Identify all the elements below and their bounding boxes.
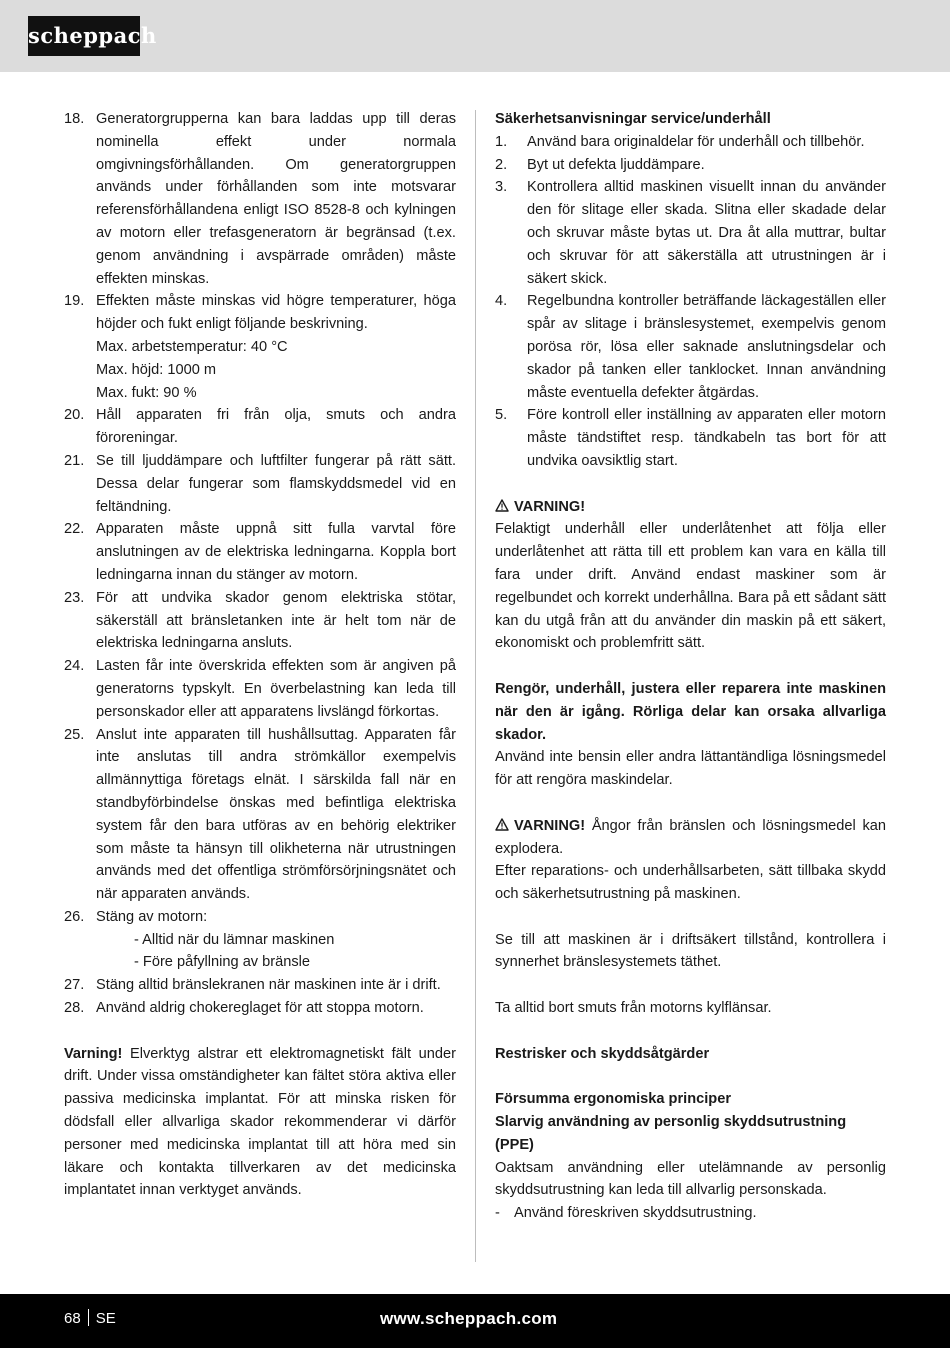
list-item: 26. Stäng av motorn: - Alltid när du lämnar maskinen - Före påfyllning av bränsle [64,906,456,974]
service-heading: Säkerhetsanvisningar service/underhåll [495,111,771,127]
list-item: 18. Generatorgrupperna kan bara laddas upp till deras nominella effekt under normala omgivningsförhållanden. Om generatorgruppen används under förhållanden som inte motsvarar referensförhållandena enligt ISO 8528-8 och kylningen av motorn eller trefasgeneratorn är begränsad (t.ex. genom användning i avspärrade områden) måste effekten minskas. [64,111,456,287]
warning-heading: VARNING! [495,496,886,519]
footer-separator [88,1309,89,1326]
warning-triangle-icon [495,499,509,512]
list-item: 2. Byt ut defekta ljuddämpare. [495,156,705,173]
list-item: - Använd föreskriven skyddsutrustning. [495,1205,757,1222]
clean-warning-bold: Rengör, underhåll, justera eller reparera inte maskinen när den är igång. Rörliga delar kan orsaka allvarliga skador. [495,680,886,743]
page-footer [0,1294,950,1348]
column-divider [475,110,476,1262]
website-link[interactable]: www.scheppach.com [380,1309,558,1328]
spec-line: Max. fukt: 90 % [96,384,197,401]
dirt-text: Ta alltid bort smuts från motorns kylflänsar. [495,1000,772,1017]
sub-line: - Alltid när du lämnar maskinen [134,931,335,948]
list-item: 22. Apparaten måste uppnå sitt fulla varvtal före anslutningen av de elektriska ledningarna. Koppla bort ledningarna innan du stänger av motorn. [64,521,456,583]
clean-text: Använd inte bensin eller andra lättantändliga lösningsmedel för att rengöra maskindelar. [495,749,886,789]
emf-warning: Varning! Elverktyg alstrar ett elektromagnetiskt fält under drift. Under vissa omständigheter kan fältet störa aktiva eller passiva medicinska implantat. För att minska risken för dödsfall eller allvarliga skador rekommenderar vi därför personer med medicinska implantat till att höra med sin läkare och kontakta tillverkaren av det medicinska implantatet innan verktyget används. [64,1045,456,1199]
list-item: 19. Effekten måste minskas vid högre temperaturer, höga höjder och fukt enligt följande beskrivning. Max. arbetstemperatur: 40 °C Max. höjd: 1000 m Max. fukt: 90 % [64,290,456,404]
check-text: Se till att maskinen är i driftsäkert tillstånd, kontrollera i synnerhet bränslesystemets täthet. [495,931,886,971]
list-item: 3. Kontrollera alltid maskinen visuellt innan du använder den för slitage eller skada. Slitna eller skadade delar och skruvar måste bytas ut. Dra åt alla muttrar, bultar och skruvar för att säkerställa att utrustningen är i säkert skick. [495,179,886,287]
scheppach-logo: scheppach [28,16,140,56]
repair-text: Efter reparations- och underhållsarbeten, sätt tillbaka skydd och säkerhetsutrustning på maskinen. [495,863,886,903]
list-item: 23. För att undvika skador genom elektriska stötar, säkerställ att bränsletanken inte är helt tom när de elektriska ledningarna ansluts. [64,589,456,652]
list-item: 25. Anslut inte apparaten till hushållsuttag. Apparaten får inte anslutas till andra strömkällor exempelvis allmännyttiga företags elnät. I särskilda fall när en standbyförbindelse önskas med befintliga elektriska system får den bara utföras av en behörig elektriker som måste ta hänsyn till olikheterna när utrustningen används med det offentliga strömförsörjningsnätet och när apparaten används. [64,726,456,903]
list-item: 1. Använd bara originaldelar för underhåll och tillbehör. [495,133,865,150]
language-code: SE [95,1310,116,1327]
list-item: 21. Se till ljuddämpare och luftfilter fungerar på rätt sätt. Dessa delar fungerar som flamskyddsmedel vid en feltändning. [64,452,456,515]
residual-risk-heading: Restrisker och skyddsåtgärder [495,1045,710,1062]
list-item: 4. Regelbundna kontroller beträffande läckageställen eller spår av slitage i bränslesystemet, exempelvis genom porösa rör, lösa eller saknade anslutningsdelar och skador på tanken eller tanklocket. Innan användning måste eventuella defekter åtgärdas. [495,293,886,401]
left-column [64,108,456,1202]
spec-line: Max. höjd: 1000 m [96,361,217,378]
page-number: 68 SE [64,1310,116,1327]
ppe-heading: Slarvig användning av personlig skyddsutrustning (PPE) [495,1114,847,1153]
right-column [495,108,886,1225]
maintenance-warning-text: Felaktigt underhåll eller underlåtenhet att följa eller underlåtenhet att rätta till ett problem kan vara en källa till fara under drift. Använd endast maskiner som är regelbundet och korrekt underhållna. Bara på ett sådant sätt kan du utgå från att du använder din maskin på ett säkert, ekonomiskt och problemfritt sätt. [495,521,886,652]
page-header [0,0,950,72]
list-item: 24. Lasten får inte överskrida effekten som är angiven på generatorns typskylt. En överbelastning kan leda till personskador eller att apparatens livslängd förkortas. [64,658,456,720]
warning-triangle-icon [495,818,509,831]
list-item: 27. Stäng alltid bränslekranen när maskinen inte är i drift. [64,977,441,994]
ppe-text: Oaktsam användning eller utelämnande av personlig skyddsutrustning kan leda till allvarlig personskada. [495,1159,886,1199]
list-item: 5. Före kontroll eller inställning av apparaten eller motorn måste tändstiftet resp. tändkabeln tas bort för att undvika oavsiktlig start. [495,407,886,469]
spec-line: Max. arbetstemperatur: 40 °C [96,338,288,355]
warning-label: Varning! [64,1045,123,1062]
ergonomic-heading: Försumma ergonomiska principer [495,1091,731,1108]
fuel-warning: VARNING! Ångor från bränslen och lösningsmedel kan explodera. [495,817,886,857]
sub-line: - Före påfyllning av bränsle [134,954,311,971]
list-item: 20. Håll apparaten fri från olja, smuts och andra föroreningar. [64,407,456,447]
list-item: 28. Använd aldrig chokereglaget för att stoppa motorn. [64,1000,424,1017]
